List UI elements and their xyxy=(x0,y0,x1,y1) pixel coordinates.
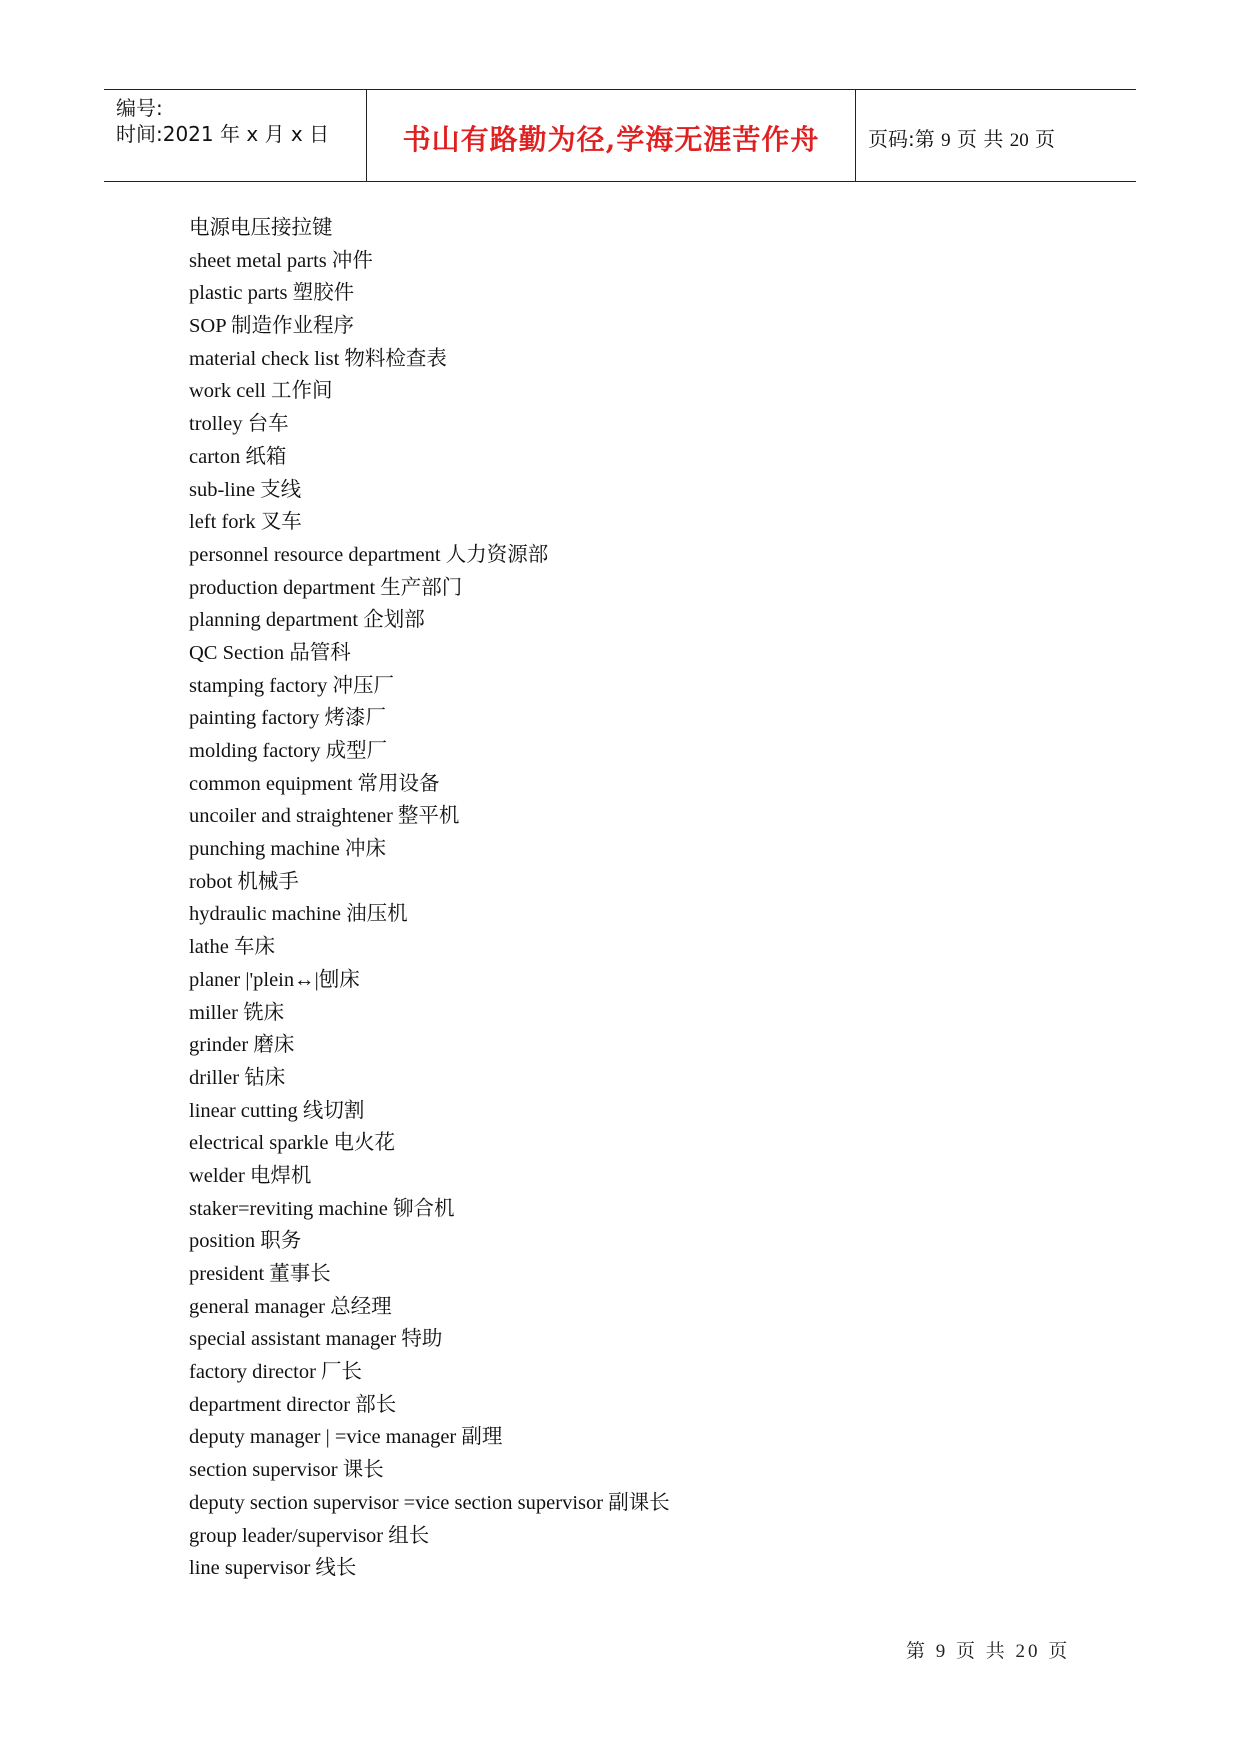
page-current: 9 xyxy=(941,130,951,151)
glossary-entry: sheet metal parts 冲件 xyxy=(189,249,373,272)
glossary-entry: miller 铣床 xyxy=(189,1001,285,1024)
header-left-cell xyxy=(104,90,367,181)
glossary-entry: painting factory 烤漆厂 xyxy=(189,707,386,730)
glossary-entry: deputy section supervisor =vice section supervisor 副课长 xyxy=(189,1491,670,1514)
page-suffix: 页 xyxy=(1035,127,1056,151)
page-footer: 第 9 页 共 20 页 xyxy=(906,1641,1071,1662)
glossary-entry: general manager 总经理 xyxy=(189,1295,392,1318)
glossary-entry: trolley 台车 xyxy=(189,413,289,436)
glossary-entry: section supervisor 课长 xyxy=(189,1459,384,1482)
glossary-entry: robot 机械手 xyxy=(189,870,299,893)
glossary-entry: president 董事长 xyxy=(189,1263,331,1285)
motto-text: 书山有路勤为径,学海无涯苦作舟 xyxy=(402,122,820,156)
glossary-entry: hydraulic machine 油压机 xyxy=(189,903,408,926)
page-mid: 页 共 xyxy=(956,127,1004,151)
glossary-entry: grinder 磨床 xyxy=(189,1034,295,1057)
header-page-cell xyxy=(856,90,1136,181)
glossary-entry: planning department 企划部 xyxy=(189,609,425,632)
glossary-entry: production department 生产部门 xyxy=(189,576,463,599)
document-header xyxy=(104,89,1136,182)
glossary-entry: SOP 制造作业程序 xyxy=(189,315,354,338)
glossary-entry: line supervisor 线长 xyxy=(189,1557,357,1580)
glossary-entry: sub-line 支线 xyxy=(189,478,302,501)
glossary-entry: electrical sparkle 电火花 xyxy=(189,1132,396,1155)
glossary-entry: stamping factory 冲压厂 xyxy=(189,674,394,697)
document-number-label: 编号: xyxy=(116,96,163,120)
glossary-entry: carton 纸箱 xyxy=(189,445,287,468)
glossary-entry: personnel resource department 人力资源部 xyxy=(189,543,549,566)
page-total: 20 xyxy=(1009,130,1029,151)
glossary-entry: factory director 厂长 xyxy=(189,1361,363,1384)
glossary-entry: 电源电压接拉键 xyxy=(189,217,333,239)
page-prefix: 页码:第 xyxy=(868,127,935,151)
glossary-entry: lathe 车床 xyxy=(189,936,275,959)
header-motto-cell xyxy=(367,90,856,181)
glossary-entry: plastic parts 塑胶件 xyxy=(189,282,355,305)
glossary-entry: position 职务 xyxy=(189,1230,302,1253)
glossary-entry: work cell 工作间 xyxy=(189,380,333,403)
glossary-entry: common equipment 常用设备 xyxy=(189,772,440,795)
glossary-entry: material check list 物料检查表 xyxy=(189,347,447,370)
glossary-entry: linear cutting 线切割 xyxy=(189,1099,365,1122)
glossary-entry: left fork 叉车 xyxy=(189,511,302,534)
glossary-entry: special assistant manager 特助 xyxy=(189,1328,443,1351)
glossary-entry: staker=reviting machine 铆合机 xyxy=(189,1197,455,1220)
glossary-entry: planer |'plein↔|刨床 xyxy=(189,968,360,991)
glossary-entry: punching machine 冲床 xyxy=(189,838,386,861)
glossary-entry: group leader/supervisor 组长 xyxy=(189,1524,430,1547)
glossary-entry: welder 电焊机 xyxy=(189,1164,312,1187)
header-page-info xyxy=(868,123,1055,152)
glossary-entry: driller 钻床 xyxy=(189,1066,286,1089)
glossary-list xyxy=(189,212,670,1585)
document-time-label: 时间:2021 年 x 月 x 日 xyxy=(116,122,330,146)
glossary-entry: deputy manager | =vice manager 副理 xyxy=(189,1426,503,1449)
glossary-entry: department director 部长 xyxy=(189,1393,397,1416)
glossary-entry: uncoiler and straightener 整平机 xyxy=(189,805,460,828)
glossary-entry: QC Section 品管科 xyxy=(189,641,351,664)
glossary-entry: molding factory 成型厂 xyxy=(189,740,388,762)
